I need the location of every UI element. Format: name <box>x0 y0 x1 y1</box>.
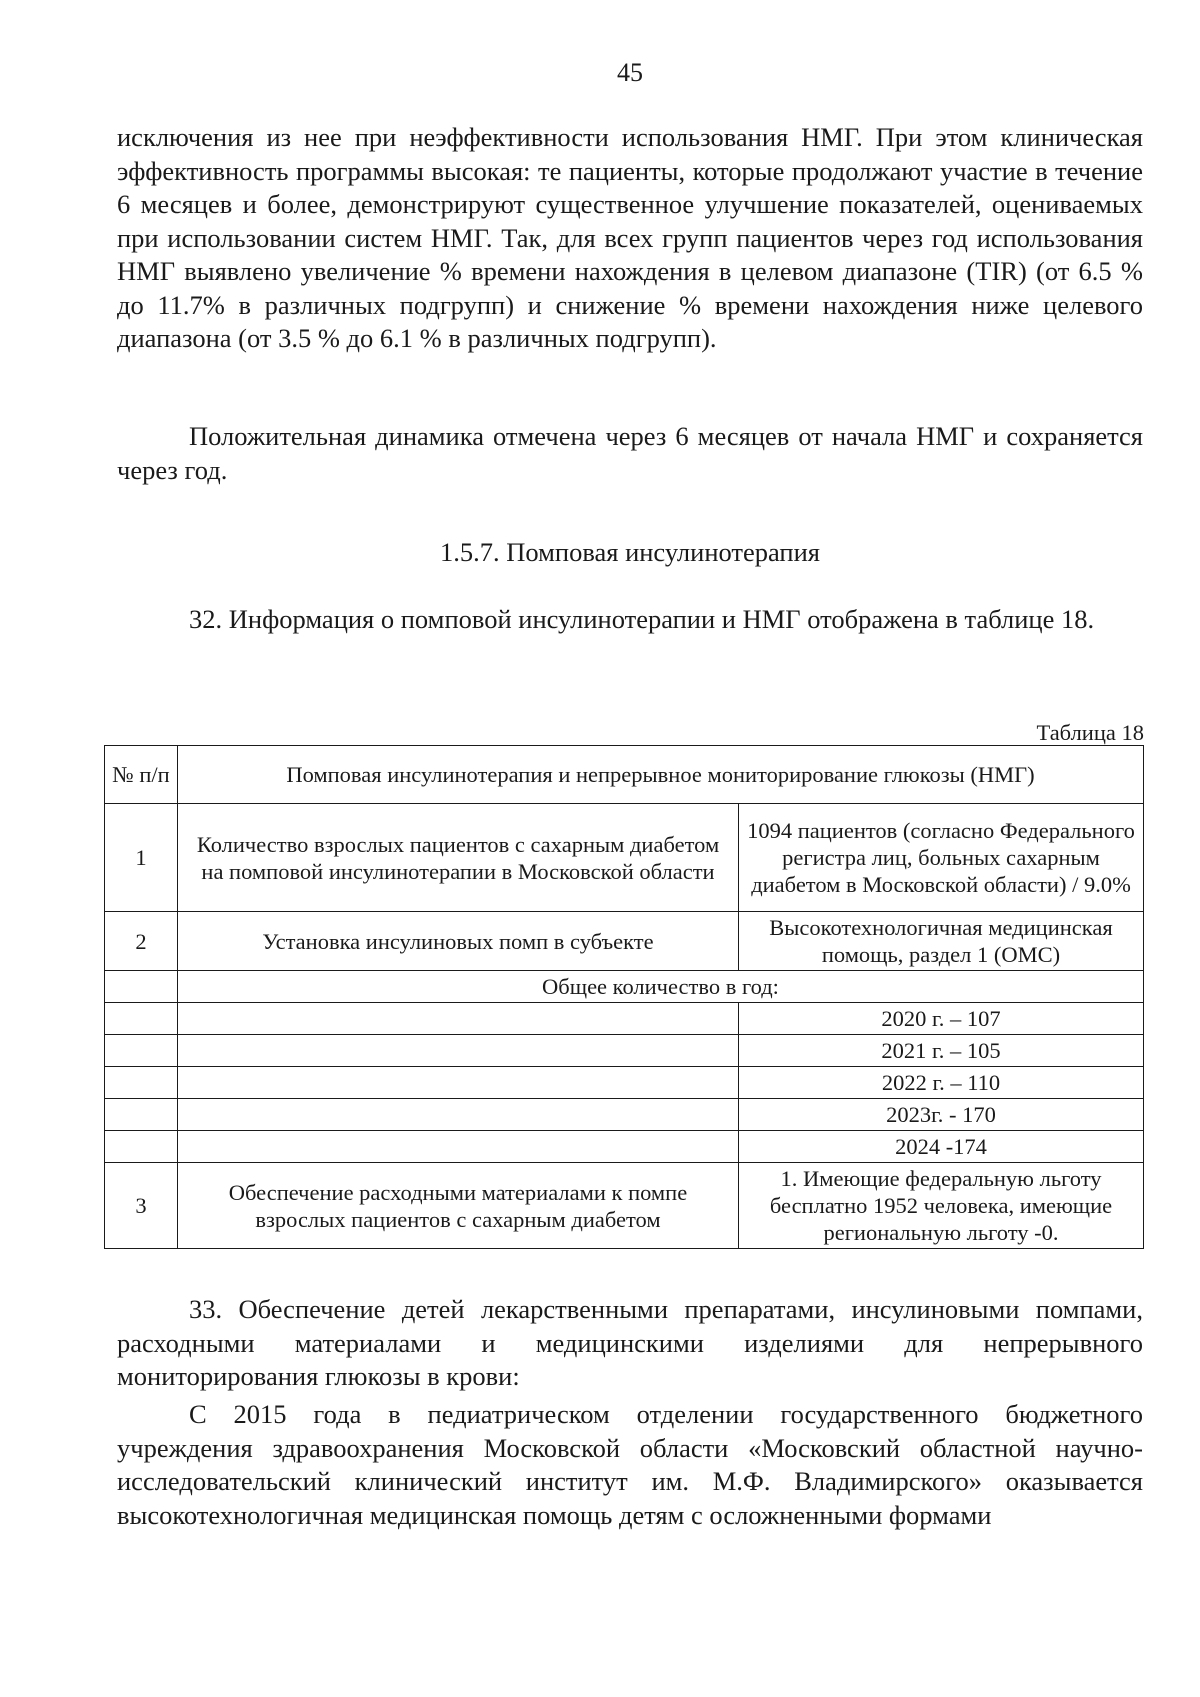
header-title-cell: Помповая инсулинотерапия и непрерывное мониторирование глюкозы (НМГ) <box>178 746 1144 804</box>
row-num-cell <box>105 1003 178 1035</box>
row-num-cell <box>105 1067 178 1099</box>
table-row <box>105 1067 1144 1099</box>
row-label-cell <box>178 1067 739 1099</box>
row-num-cell <box>105 1131 178 1163</box>
paragraph-3: 32. Информация о помповой инсулинотерапии и НМГ отображена в таблице 18. <box>189 604 1095 634</box>
table-row <box>105 1035 1144 1067</box>
row-label-cell <box>178 1035 739 1067</box>
row-label-cell <box>178 1099 739 1131</box>
paragraph-4: 33. Обеспечение детей лекарственными препаратами, инсулиновыми помпами, расходными материалами и медицинскими изделиями для непрерывного мониторирования глюкозы в крови: <box>117 1294 1143 1391</box>
row-value-cell: Высокотехнологичная медицинская помощь, раздел 1 (ОМС) <box>739 912 1144 971</box>
header-num-cell: № п/п <box>105 746 178 804</box>
table-row <box>105 1003 1144 1035</box>
row-label-cell <box>178 1003 739 1035</box>
table-row <box>105 912 1144 971</box>
row-num-cell: 3 <box>105 1163 178 1249</box>
section-heading: 1.5.7. Помповая инсулинотерапия <box>440 537 820 567</box>
table-row <box>105 1163 1144 1249</box>
table-row <box>105 804 1144 912</box>
paragraph-5: С 2015 года в педиатрическом отделении государственного бюджетного учреждения здравоохранения Московской области «Московский областной научно-исследовательский клинический институт им. М.Ф. Владимирского» оказывается высокотехнологичная медицинская помощь детям с осложненными формами <box>117 1399 1143 1530</box>
table-caption: Таблица 18 <box>1036 720 1144 745</box>
row-value-cell: 1. Имеющие федеральную льготу бесплатно 1952 человека, имеющие региональную льготу -0. <box>739 1163 1144 1249</box>
year-value-cell: 2024 -174 <box>739 1131 1144 1163</box>
total-label-cell: Общее количество в год: <box>178 971 1144 1003</box>
year-value-cell: 2021 г. – 105 <box>739 1035 1144 1067</box>
table-row <box>105 1099 1144 1131</box>
table-row <box>105 1131 1144 1163</box>
row-label-cell <box>178 1131 739 1163</box>
row-label-cell: Обеспечение расходными материалами к помпе взрослых пациентов с сахарным диабетом <box>178 1163 739 1249</box>
paragraph-2: Положительная динамика отмечена через 6 месяцев от начала НМГ и сохраняется через год. <box>117 421 1143 485</box>
row-label-cell: Количество взрослых пациентов с сахарным диабетом на помповой инсулинотерапии в Московской области <box>178 804 739 912</box>
row-num-cell <box>105 1035 178 1067</box>
year-value-cell: 2020 г. – 107 <box>739 1003 1144 1035</box>
table-18 <box>104 745 1144 1249</box>
row-num-cell <box>105 971 178 1003</box>
row-num-cell <box>105 1099 178 1131</box>
year-value-cell: 2023г. - 170 <box>739 1099 1144 1131</box>
row-label-cell: Установка инсулиновых помп в субъекте <box>178 912 739 971</box>
table-row <box>105 971 1144 1003</box>
paragraph-1: исключения из нее при неэффективности использования НМГ. При этом клиническая эффективность программы высокая: те пациенты, которые продолжают участие в течение 6 месяцев и более, демонстрируют существенное улучшение показателей, оцениваемых при использовании систем НМГ. Так, для всех групп пациентов через год использования НМГ выявлено увеличение % времени нахождения в целевом диапазоне (TIR) (от 6.5 % до 11.7% в различных подгрупп) и снижение % времени нахождения ниже целевого диапазона (от 3.5 % до 6.1 % в различных подгрупп). <box>117 122 1143 353</box>
row-num-cell: 2 <box>105 912 178 971</box>
page-number: 45 <box>617 58 643 87</box>
table-header-row <box>105 746 1144 804</box>
year-value-cell: 2022 г. – 110 <box>739 1067 1144 1099</box>
row-num-cell: 1 <box>105 804 178 912</box>
row-value-cell: 1094 пациентов (согласно Федерального регистра лиц, больных сахарным диабетом в Московской области) / 9.0% <box>739 804 1144 912</box>
